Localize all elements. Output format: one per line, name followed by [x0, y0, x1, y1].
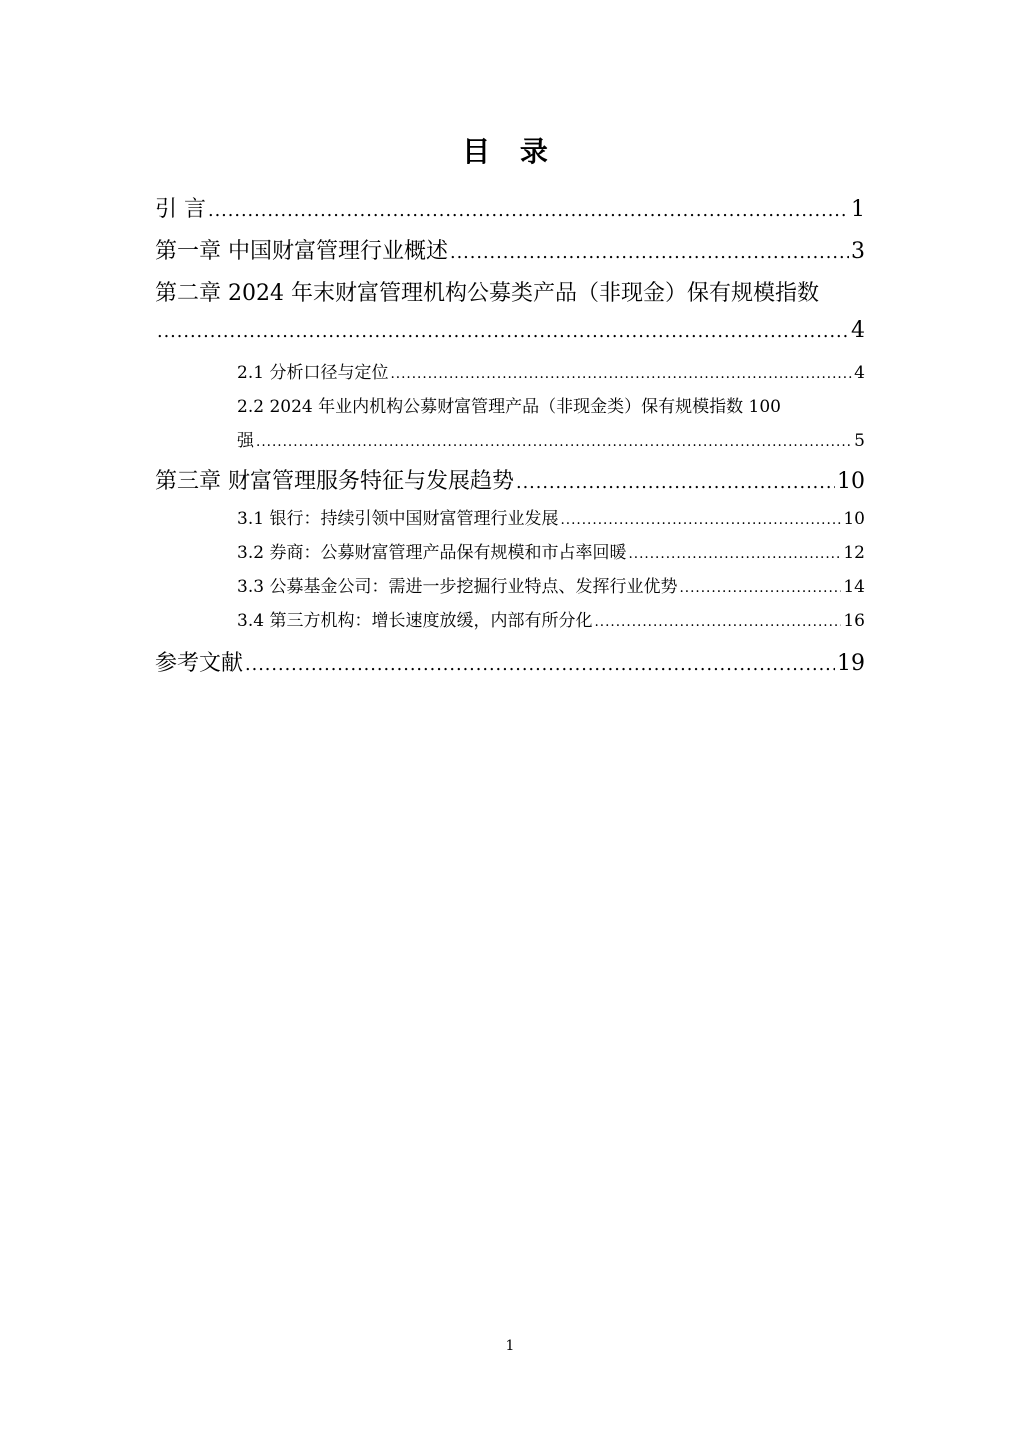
toc-page-number: 3 [851, 239, 865, 264]
dot-leader [208, 201, 849, 221]
toc-label: 强 [237, 431, 254, 451]
toc-entry-chapter-2-line1[interactable]: 第二章 2024 年末财富管理机构公募类产品（非现金）保有规模指数 [155, 281, 819, 306]
dot-leader [256, 434, 852, 450]
toc-entry-chapter-1[interactable] [155, 234, 865, 265]
toc-page-number: 14 [843, 577, 865, 597]
toc-page-number: 10 [837, 469, 865, 494]
dot-leader [390, 366, 852, 382]
footer-page-number: 1 [505, 1338, 515, 1354]
toc-entry-2-2-line2[interactable] [237, 426, 865, 451]
toc-label: 2.1 分析口径与定位 [237, 363, 389, 383]
toc-entry-3-2[interactable] [237, 538, 865, 563]
toc-label: 第一章 中国财富管理行业概述 [155, 239, 448, 264]
dot-leader [516, 473, 835, 493]
toc-entry-3-1[interactable] [237, 504, 865, 529]
dot-leader [679, 580, 841, 596]
toc-page-number: 4 [851, 318, 865, 343]
dot-leader [628, 546, 841, 562]
toc-label: 3.4 第三方机构：增长速度放缓，内部有所分化 [237, 611, 593, 631]
toc-label: 3.2 券商：公募财富管理产品保有规模和市占率回暖 [237, 543, 627, 563]
toc-page-number: 16 [843, 611, 865, 631]
toc-label: 第三章 财富管理服务特征与发展趋势 [155, 469, 514, 494]
dot-leader [560, 512, 841, 528]
toc-page-number: 4 [854, 363, 865, 383]
toc-label: 3.1 银行：持续引领中国财富管理行业发展 [237, 509, 559, 529]
toc-page-number: 12 [843, 543, 865, 563]
dot-leader [594, 614, 841, 630]
dot-leader [450, 243, 849, 263]
toc-page-number: 1 [851, 197, 865, 222]
dot-leader [157, 322, 849, 342]
toc-entry-2-2-line1[interactable]: 2.2 2024 年业内机构公募财富管理产品（非现金类）保有规模指数 100 [237, 397, 781, 417]
toc-page-number: 5 [854, 431, 865, 451]
toc-page-number: 19 [837, 651, 865, 676]
toc-entry-2-1[interactable] [237, 358, 865, 383]
toc-label: 引 言 [155, 197, 206, 222]
toc-entry-references[interactable] [155, 646, 865, 677]
toc-entry-chapter-3[interactable] [155, 464, 865, 495]
toc-page-number: 10 [843, 509, 865, 529]
toc-entry-3-3[interactable] [237, 572, 865, 597]
toc-entry-3-4[interactable] [237, 606, 865, 631]
toc-entry-intro[interactable] [155, 192, 865, 223]
toc-label: 参考文献 [155, 651, 244, 676]
toc-entry-chapter-2-line2[interactable] [155, 318, 865, 343]
toc-title: 目 录 [462, 135, 558, 168]
dot-leader [245, 655, 835, 675]
toc-label: 3.3 公募基金公司：需进一步挖掘行业特点、发挥行业优势 [237, 577, 678, 597]
